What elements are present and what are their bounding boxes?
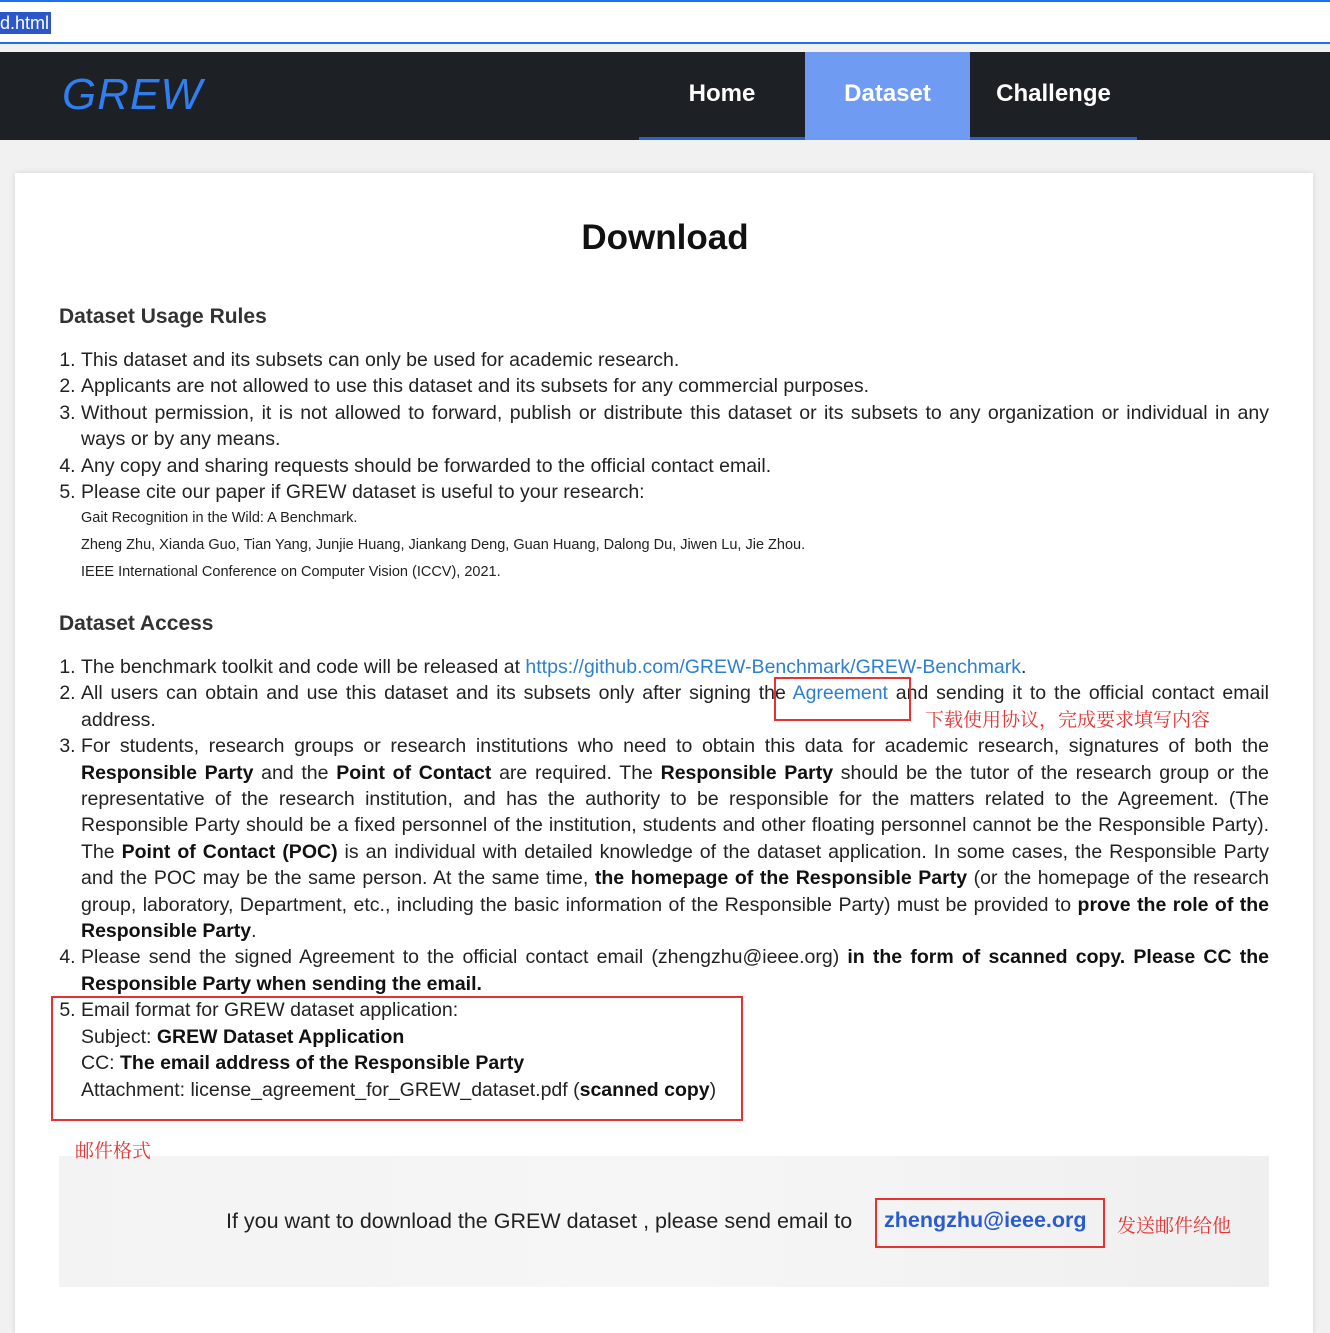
dataset-access-heading: Dataset Access [59, 612, 214, 635]
access-text: . [1021, 656, 1027, 678]
access-text: For students, research groups or research institutions who need to obtain this data for academic research, signatures of both the [81, 735, 1269, 758]
citation-title: Gait Recognition in the Wild: A Benchmark. [81, 510, 358, 527]
subject-value: GREW Dataset Application [156, 1025, 405, 1048]
access-text: The benchmark toolkit and code will be released at [81, 656, 526, 678]
site-logo[interactable]: GREW [62, 70, 203, 119]
attachment-end: ) [709, 1078, 717, 1101]
page-title: Download [581, 218, 749, 257]
bold-text: Responsible Party [660, 761, 834, 784]
access-text: is an individual with detailed knowledge of the dataset application. In some cases, the Responsible Party and the POC may be the same person. At the same time, [81, 840, 1269, 890]
email-format-highlight-box [51, 996, 743, 1121]
email-format-intro: Email format for GREW dataset application: [81, 999, 459, 1022]
citation-authors: Zheng Zhu, Xianda Guo, Tian Yang, Junjie Huang, Jiankang Deng, Guan Huang, Dalong Du, Jiwen Lu, Jie Zhou. [81, 537, 806, 554]
usage-rule: 2. Applicants are not allowed to use this dataset and its subsets for any commercial purposes. [81, 373, 1269, 399]
access-text: are required. The [491, 761, 661, 784]
access-text: Please send the signed Agreement to the official contact email (zhengzhu@ieee.org) [81, 946, 848, 969]
usage-rule: 4. Any copy and sharing requests should be forwarded to the official contact email. [81, 453, 1269, 479]
attachment-bold: scanned copy [579, 1078, 710, 1101]
usage-rule [81, 479, 1269, 585]
usage-rule: 3. Without permission, it is not allowed to forward, publish or distribute this dataset or its subsets to any organization or individual in any ways or by any means. [81, 400, 1269, 453]
cc-label: CC: [81, 1052, 120, 1075]
access-item [81, 944, 1269, 997]
nav-dataset[interactable]: Dataset [805, 52, 970, 140]
attachment-label: Attachment: license_agreement_for_GREW_dataset.pdf ( [81, 1078, 580, 1101]
top-navbar [0, 52, 1330, 140]
access-item [81, 654, 1269, 680]
access-text: . [251, 920, 257, 943]
bold-text: prove the role of the Responsible Party [81, 893, 1269, 943]
cite-intro: Please cite our paper if GREW dataset is useful to your research: [81, 481, 645, 504]
usage-rule: 1. This dataset and its subsets can only be used for academic research. [81, 347, 1269, 373]
email-highlight-box [875, 1198, 1105, 1248]
access-text: and sending it to the official contact email address. [81, 682, 1269, 731]
cc-value: The email address of the Responsible Party [120, 1052, 525, 1075]
access-text: and the [253, 761, 337, 784]
access-text: (or the homepage of the research group, laboratory, Department, etc., including the basic information of the Responsible Party) must be provided to [81, 867, 1270, 916]
usage-rules-heading: Dataset Usage Rules [59, 305, 267, 328]
bold-text: Point of Contact [336, 761, 492, 784]
url-text[interactable]: d.html [0, 13, 50, 33]
bold-text: in the form of scanned copy. Please CC the Responsible Party when sending the email. [81, 946, 1269, 995]
agreement-link[interactable]: Agreement [792, 682, 888, 705]
bold-text: the homepage of the Responsible Party [594, 867, 968, 890]
access-text: should be the tutor of the research group or the representative of the research institution, and has the authority to be responsible for the matters related to the Agreement. (The Responsible Party should be a fixed personnel of the institution, students and other floating personnel cannot be the Responsible Party). The [81, 761, 1270, 863]
bold-text: Responsible Party [81, 761, 254, 784]
address-bar[interactable] [0, 0, 1330, 44]
send-mail-note: 发送邮件给他 [1117, 1216, 1232, 1237]
access-text: All users can obtain and use this dataset and its subsets only after signing the [81, 682, 793, 705]
banner-text: If you want to download the GREW dataset , please send email to [226, 1209, 853, 1233]
agreement-highlight-box [774, 677, 911, 721]
subject-label: Subject: [81, 1025, 157, 1048]
github-link[interactable]: https://github.com/GREW-Benchmark/GREW-Benchmark [525, 656, 1022, 678]
citation-venue: IEEE International Conference on Computer Vision (ICCV), 2021. [81, 563, 501, 580]
email-format-note: 邮件格式 [75, 1141, 152, 1162]
nav-challenge[interactable]: Challenge [970, 52, 1137, 140]
contact-email-link[interactable]: zhengzhu@ieee.org [884, 1208, 1087, 1232]
nav-home[interactable]: Home [639, 52, 805, 140]
access-item [81, 733, 1269, 944]
agreement-note: 下载使用协议，完成要求填写内容 [925, 710, 1211, 731]
bold-text: Point of Contact (POC) [121, 840, 338, 863]
usage-rules-list [59, 347, 1269, 585]
